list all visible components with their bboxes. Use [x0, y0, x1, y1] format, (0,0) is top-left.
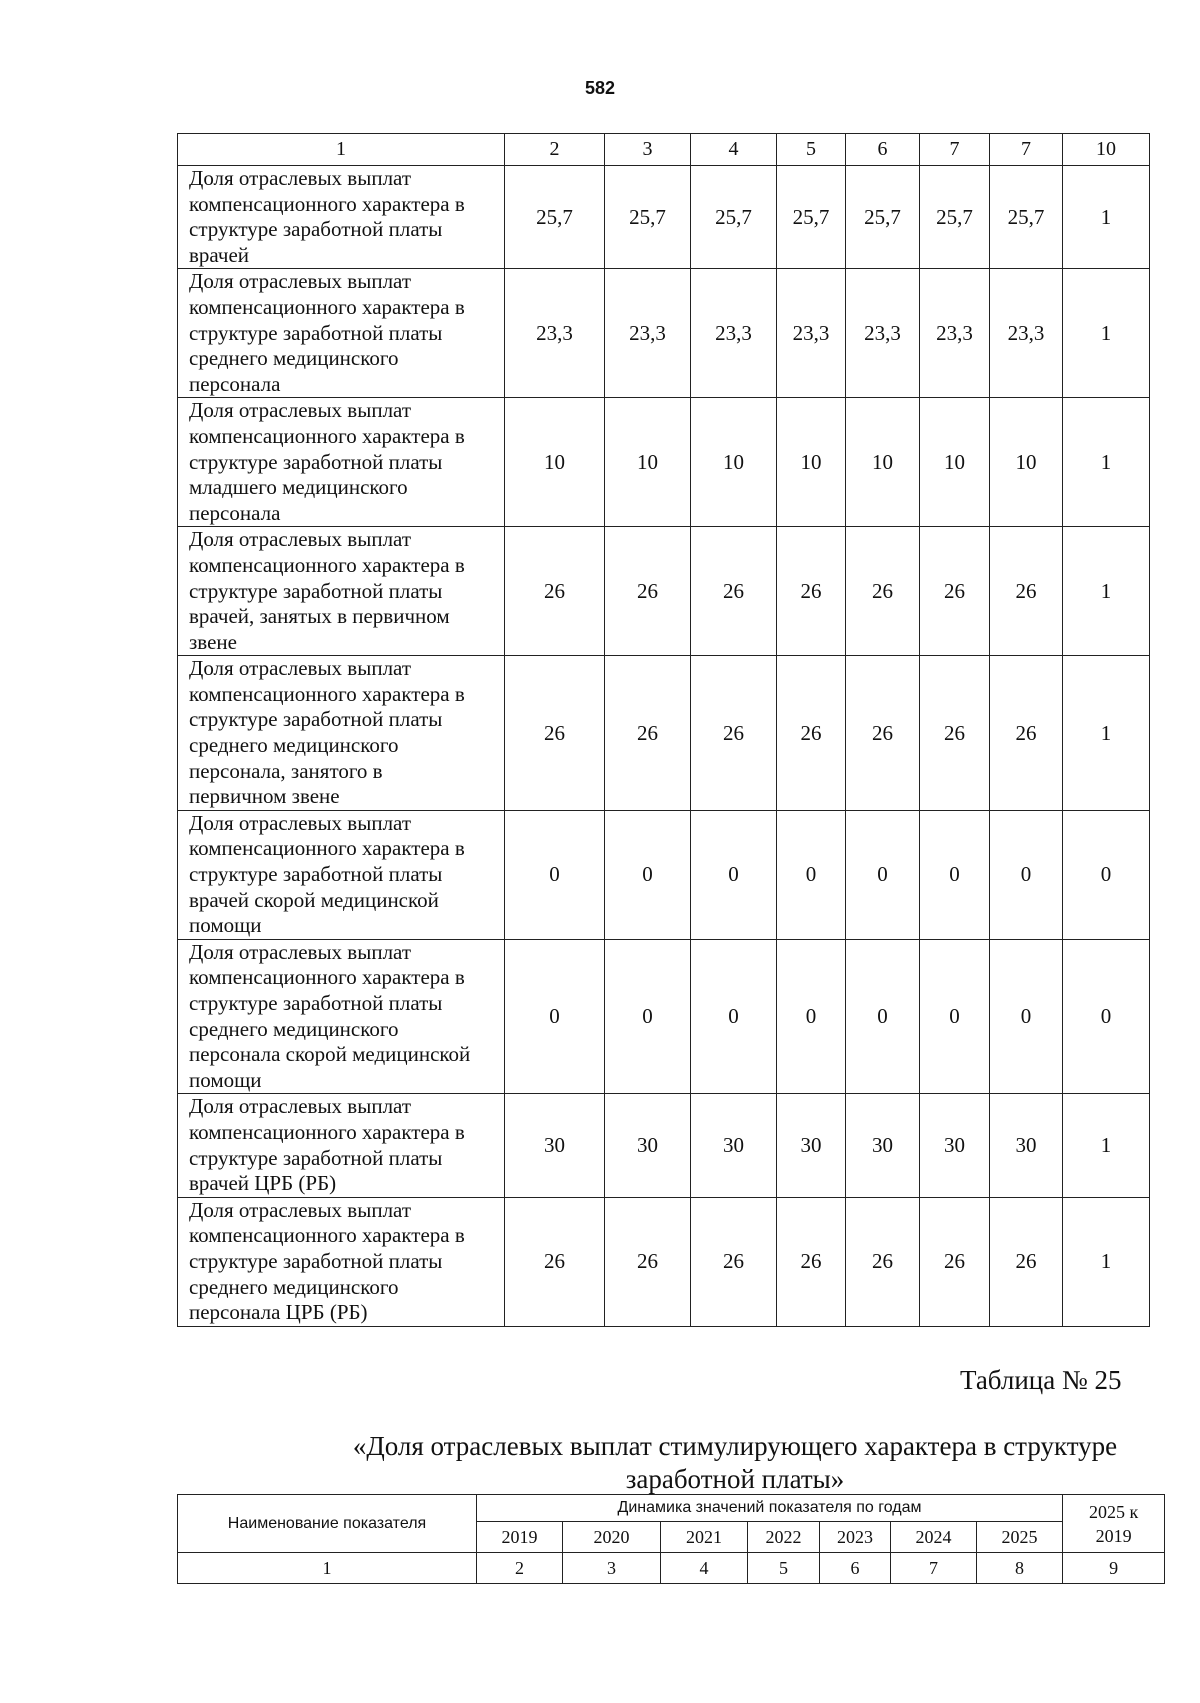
table-cell: 26: [505, 527, 605, 656]
table-cell: 0: [505, 939, 605, 1094]
table-cell: 23,3: [846, 269, 920, 398]
ratio-header-line-1: 2025 к: [1088, 1501, 1139, 1522]
table-row: [178, 1094, 1150, 1197]
year-header: 2021: [661, 1522, 748, 1553]
column-number-cell: 1: [178, 1553, 477, 1584]
table-cell: 25,7: [846, 166, 920, 269]
table-cell: 26: [691, 1197, 777, 1326]
column-number-cell: 3: [563, 1553, 661, 1584]
table-cell: 26: [920, 1197, 990, 1326]
table-cell: 26: [777, 527, 846, 656]
table-cell: 0: [920, 939, 990, 1094]
indicator-label-line: компенсационного характера в: [189, 836, 465, 861]
table-row: [178, 527, 1150, 656]
indicator-label-line: врачей: [189, 242, 250, 267]
indicator-label-line: структуре заработной платы: [189, 707, 443, 732]
column-number-header: 4: [691, 134, 777, 166]
table-cell: 10: [691, 398, 777, 527]
table-row: [178, 269, 1150, 398]
column-number-header: 10: [1063, 134, 1150, 166]
indicator-label-line: врачей, занятых в первичном: [189, 604, 450, 629]
indicator-label-line: компенсационного характера в: [189, 191, 465, 216]
table-cell: 23,3: [691, 269, 777, 398]
table-cell: 26: [691, 656, 777, 811]
table-cell: 10: [846, 398, 920, 527]
table-cell: 26: [990, 656, 1063, 811]
page-number: 582: [584, 78, 616, 98]
table-cell: 0: [846, 810, 920, 939]
indicator-label-line: среднего медицинского: [189, 733, 399, 758]
table-cell: 26: [605, 1197, 691, 1326]
table-cell: 30: [920, 1094, 990, 1197]
table-cell: 23,3: [605, 269, 691, 398]
table-cell: 0: [777, 939, 846, 1094]
column-name-header: Наименование показателя: [178, 1495, 477, 1553]
table-25-header-row-1: [178, 1495, 1165, 1522]
indicator-label-line: Доля отраслевых выплат: [189, 398, 412, 423]
column-number-header: 7: [990, 134, 1063, 166]
table-25-title: [260, 1430, 1200, 1496]
table-cell: 10: [605, 398, 691, 527]
table-row: [178, 656, 1150, 811]
indicator-label-line: Доля отраслевых выплат: [189, 1094, 412, 1119]
year-header: 2019: [477, 1522, 563, 1553]
year-header: 2025: [977, 1522, 1063, 1553]
column-number-cell: 4: [661, 1553, 748, 1584]
table-cell: 0: [990, 939, 1063, 1094]
table-cell: 26: [846, 1197, 920, 1326]
indicator-label-line: младшего медицинского: [189, 475, 408, 500]
table-cell: 1: [1063, 656, 1150, 811]
year-header: 2023: [820, 1522, 891, 1553]
table-cell: 30: [605, 1094, 691, 1197]
indicator-label: [178, 1197, 505, 1326]
indicator-label-line: врачей скорой медицинской: [189, 887, 439, 912]
indicator-label-line: структуре заработной платы: [189, 1248, 443, 1273]
indicator-label: [178, 939, 505, 1094]
table-row: [178, 1197, 1150, 1326]
indicator-label-line: Доля отраслевых выплат: [189, 269, 412, 294]
table-cell: 25,7: [605, 166, 691, 269]
table-row: [178, 398, 1150, 527]
column-number-header: 2: [505, 134, 605, 166]
indicator-label-line: структуре заработной платы: [189, 862, 443, 887]
ratio-header-line-2: 2019: [1095, 1525, 1132, 1546]
indicator-label-line: компенсационного характера в: [189, 423, 465, 448]
table-cell: 1: [1063, 269, 1150, 398]
table-cell: 26: [920, 527, 990, 656]
year-header: 2022: [748, 1522, 820, 1553]
indicator-label-line: структуре заработной платы: [189, 991, 443, 1015]
indicator-label-line: компенсационного характера в: [189, 294, 465, 319]
table-cell: 25,7: [920, 166, 990, 269]
indicator-label-line: помощи: [189, 913, 262, 938]
column-number-cell: 9: [1063, 1553, 1165, 1584]
table-cell: 26: [505, 656, 605, 811]
table-cell: 25,7: [505, 166, 605, 269]
table-25: [177, 1494, 1165, 1584]
indicator-label: [178, 166, 505, 269]
table-cell: 1: [1063, 398, 1150, 527]
table-cell: 25,7: [691, 166, 777, 269]
indicator-label: [178, 527, 505, 656]
indicator-label-line: компенсационного характера в: [189, 1223, 465, 1248]
indicator-label-line: Доля отраслевых выплат: [189, 939, 412, 964]
indicator-label-line: Доля отраслевых выплат: [189, 527, 412, 552]
indicator-label: [178, 269, 505, 398]
indicator-label: [178, 810, 505, 939]
table-25-caption: Таблица № 25: [960, 1365, 1122, 1395]
table-cell: 30: [990, 1094, 1063, 1197]
indicator-label-line: структуре заработной платы: [189, 449, 443, 474]
indicator-label-line: персонала, занятого в: [189, 758, 383, 783]
table-cell: 26: [605, 527, 691, 656]
column-number-cell: 7: [891, 1553, 977, 1584]
table-25-numbers-row: [178, 1553, 1165, 1584]
indicator-label-line: компенсационного характера в: [189, 681, 465, 706]
table-cell: 23,3: [505, 269, 605, 398]
table-row: [178, 166, 1150, 269]
year-header: 2024: [891, 1522, 977, 1553]
table-cell: 0: [990, 810, 1063, 939]
table-25-title-line-2: заработной платы»: [625, 1464, 845, 1494]
indicator-label-line: Доля отраслевых выплат: [189, 166, 412, 190]
table-cell: 25,7: [777, 166, 846, 269]
indicator-label-line: первичном звене: [189, 784, 340, 809]
indicator-label-line: компенсационного характера в: [189, 965, 465, 990]
table-cell: 26: [605, 656, 691, 811]
column-number-header: 5: [777, 134, 846, 166]
table-cell: 10: [990, 398, 1063, 527]
table-cell: 26: [990, 527, 1063, 656]
column-number-cell: 6: [820, 1553, 891, 1584]
column-number-header: 6: [846, 134, 920, 166]
column-number-header: 3: [605, 134, 691, 166]
table-cell: 26: [846, 656, 920, 811]
indicator-label-line: персонала скорой медицинской: [189, 1042, 471, 1067]
indicator-label-line: компенсационного характера в: [189, 1119, 465, 1144]
indicator-label-line: персонала: [189, 371, 281, 396]
indicator-label-line: структуре заработной платы: [189, 320, 443, 345]
table-cell: 0: [1063, 810, 1150, 939]
table-cell: 1: [1063, 527, 1150, 656]
year-header: 2020: [563, 1522, 661, 1553]
indicator-label-line: Доля отраслевых выплат: [189, 656, 412, 681]
indicator-label: [178, 656, 505, 811]
table-cell: 26: [777, 1197, 846, 1326]
table-cell: 0: [605, 939, 691, 1094]
ratio-header: [1063, 1495, 1165, 1553]
indicator-label-line: структуре заработной платы: [189, 578, 443, 603]
table-cell: 23,3: [920, 269, 990, 398]
table-cell: 0: [505, 810, 605, 939]
indicator-label-line: персонала: [189, 500, 281, 525]
table-cell: 1: [1063, 1197, 1150, 1326]
table-cell: 0: [920, 810, 990, 939]
table-cell: 30: [846, 1094, 920, 1197]
table-cell: 26: [920, 656, 990, 811]
table-cell: 26: [777, 656, 846, 811]
table-row: [178, 939, 1150, 1094]
indicator-label: [178, 398, 505, 527]
table-cell: 10: [920, 398, 990, 527]
table-25-title-line-1: «Доля отраслевых выплат стимулирующего характера в структуре: [352, 1431, 1118, 1461]
indicator-label-line: среднего медицинского: [189, 346, 399, 371]
indicator-label-line: компенсационного характера в: [189, 552, 465, 577]
table-cell: 23,3: [777, 269, 846, 398]
table-cell: 26: [990, 1197, 1063, 1326]
column-number-cell: 8: [977, 1553, 1063, 1584]
indicator-label-line: Доля отраслевых выплат: [189, 1197, 412, 1222]
table-cell: 0: [691, 810, 777, 939]
table-cell: 1: [1063, 166, 1150, 269]
table-cell: 25,7: [990, 166, 1063, 269]
indicator-label-line: помощи: [189, 1067, 262, 1092]
indicator-label-line: персонала ЦРБ (РБ): [189, 1300, 368, 1325]
indicator-label-line: Доля отраслевых выплат: [189, 810, 412, 835]
table-cell: 10: [777, 398, 846, 527]
indicator-label-line: врачей ЦРБ (РБ): [189, 1171, 337, 1196]
table-cell: 26: [505, 1197, 605, 1326]
table-cell: 1: [1063, 1094, 1150, 1197]
table-cell: 30: [777, 1094, 846, 1197]
table-cell: 10: [505, 398, 605, 527]
table-cell: 26: [691, 527, 777, 656]
table-cell: 0: [691, 939, 777, 1094]
indicator-label-line: структуре заработной платы: [189, 217, 443, 242]
table-cell: 26: [846, 527, 920, 656]
table-cell: 0: [777, 810, 846, 939]
table-cell: 0: [846, 939, 920, 1094]
indicator-label-line: структуре заработной платы: [189, 1145, 443, 1170]
dynamics-header: Динамика значений показателя по годам: [477, 1495, 1063, 1522]
table-24-continuation: [177, 133, 1150, 1327]
column-number-header: 7: [920, 134, 990, 166]
indicator-label-line: звене: [189, 629, 237, 654]
table-cell: 30: [691, 1094, 777, 1197]
table-cell: 0: [605, 810, 691, 939]
table-cell: 23,3: [990, 269, 1063, 398]
table-24-header-row: [178, 134, 1150, 166]
indicator-label-line: среднего медицинского: [189, 1016, 399, 1041]
column-number-cell: 2: [477, 1553, 563, 1584]
column-number-cell: 5: [748, 1553, 820, 1584]
table-cell: 30: [505, 1094, 605, 1197]
column-number-header: 1: [178, 134, 505, 166]
indicator-label: [178, 1094, 505, 1197]
table-row: [178, 810, 1150, 939]
table-cell: 0: [1063, 939, 1150, 1094]
indicator-label-line: среднего медицинского: [189, 1274, 399, 1299]
